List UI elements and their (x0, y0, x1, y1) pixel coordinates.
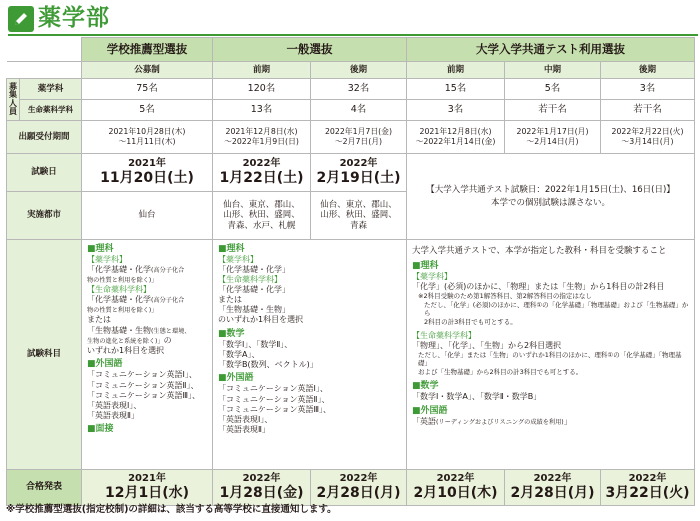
subject-item: 「化学」(必須)のほかに、「物理」または「生物」から1科目の計2科目 (412, 282, 665, 292)
subject-note: ※2科目受験のため第1解答科目、第2解答科目の指定はなし (418, 292, 592, 301)
exam-year: 2021年 (128, 157, 166, 169)
math-item: 「数学Ⅰ」、「数学Ⅱ」、 (218, 339, 293, 349)
english-item: 「英語表現Ⅰ」、 (87, 401, 142, 411)
col-general: 一般選抜 (213, 38, 407, 62)
period-end: 〜2月7日(月) (334, 137, 383, 146)
sub-ct-chuki: 中期 (505, 62, 601, 79)
announce-day: 12月1日(水) (104, 485, 190, 502)
exam-year: 2022年 (242, 157, 281, 169)
pharmacy-dept-tag: 【薬学科】 (218, 254, 258, 264)
subject-note: (生態と環境、 (151, 327, 191, 335)
subjects-label: 試験科目 (7, 240, 82, 470)
period-end: 〜3月14日(月) (621, 137, 674, 146)
col-common-test: 大学入学共通テスト利用選抜 (407, 38, 695, 62)
subjects-general (213, 240, 407, 470)
subject-item (87, 295, 207, 315)
subject-item: 「物理」、「化学」、「生物」から2科目選択 (412, 340, 562, 350)
english-list (218, 384, 401, 435)
quota-value: 3名 (601, 79, 695, 100)
common-test-intro: 大学入学共通テストで、本学が指定した教科・科目を受験すること (412, 246, 667, 256)
announce-day: 2月10日(木) (413, 485, 498, 502)
quota-value: 120名 (213, 79, 311, 100)
application-period (407, 121, 505, 154)
announce-date (82, 470, 213, 506)
math-heading: ■数学 (412, 381, 439, 392)
announce-year: 2022年 (436, 472, 475, 484)
period-start: 2022年1月7日(金) (324, 126, 393, 136)
city-line: 青森 (349, 220, 367, 231)
announce-day: 3月22日(火) (605, 485, 690, 502)
application-period (82, 121, 213, 154)
city-line: 仙台、東京、郡山、 (223, 199, 300, 210)
subject-note: ただし、「化学」(必須)のほかに、理科①の「化学基礎」「物理基礎」および「生物基礎」から (424, 300, 689, 318)
city-list (311, 192, 407, 240)
subjects-common-test (407, 240, 695, 470)
dept-life: 生命薬科学科 (20, 100, 82, 121)
subject-item: 「数学Ⅰ・数学A」、「数学Ⅱ・数学B」 (412, 392, 542, 402)
common-test-note (407, 154, 695, 240)
subject-note: ただし、「化学」または「生物」のいずれか1科目のほかに、理科①の「化学基礎」「物理基礎」 (418, 351, 682, 368)
subject-main: 「化学基礎・化学 (87, 264, 151, 274)
sub-koubo: 公募制 (82, 62, 213, 79)
subject-note: (高分子化合 (151, 296, 185, 304)
exam-date (311, 154, 407, 192)
announce-year: 2022年 (242, 472, 281, 484)
quota-row-pharmacy (7, 79, 695, 100)
announce-label: 合格発表 (7, 470, 82, 506)
application-period (213, 121, 311, 154)
english-item: 「コミュニケーション英語Ⅱ」、 (87, 380, 199, 390)
exam-day: 2月19日(土) (316, 170, 401, 187)
subject-note: 2科目の計3科目でも可とする。 (424, 317, 517, 326)
math-list (218, 340, 401, 371)
dept-pharmacy: 薬学科 (20, 79, 82, 100)
quota-label-text: 募集人員 (9, 81, 17, 116)
math-heading: ■数学 (218, 328, 245, 339)
english-item: 「英語表現Ⅱ」 (87, 411, 139, 421)
foreign-heading: ■外国語 (218, 373, 254, 384)
english-item: 「コミュニケーション英語Ⅲ」、 (87, 390, 201, 400)
announce-date (407, 470, 505, 506)
announce-year: 2022年 (533, 472, 572, 484)
exam-date-label: 試験日 (7, 154, 82, 192)
period-end: 〜2月14日(月) (526, 137, 579, 146)
no-individual-exam-note: 本学での個別試験は課さない。 (491, 197, 611, 208)
quota-label (7, 79, 20, 121)
announce-year: 2022年 (628, 472, 667, 484)
common-test-date-note: 【大学入学共通テスト試験日：2022年1月15日(土)、16日(日)】 (426, 184, 675, 195)
english-item: 「コミュニケーション英語Ⅱ」、 (218, 394, 330, 404)
interview-heading: ■面接 (87, 424, 114, 435)
application-period (505, 121, 601, 154)
pencil-icon (8, 6, 34, 32)
announce-date (311, 470, 407, 506)
exam-date (82, 154, 213, 192)
subject-note: (高分子化合 (151, 266, 185, 274)
city-line: 山形、秋田、盛岡、 (320, 210, 397, 221)
subject-item (87, 265, 207, 285)
page-header (4, 4, 696, 35)
quota-value: 5名 (505, 79, 601, 100)
math-item: 「数学A」、 (218, 349, 260, 359)
sub-zenki: 前期 (213, 62, 311, 79)
subject-note: および「生物基礎」から2科目の計3科目でも可とする。 (418, 367, 583, 376)
announce-date (505, 470, 601, 506)
subject-item: 「化学基礎・化学」 (218, 284, 290, 294)
quota-row-life (7, 100, 695, 121)
period-start: 2022年1月17日(月) (516, 126, 589, 136)
subject-note: (リーディングおよびリスニングの成績を利用) (436, 418, 564, 426)
subjects-row (7, 240, 695, 470)
subject-main: 「英語 (412, 416, 436, 426)
announce-day: 2月28日(月) (510, 485, 595, 502)
subject-end: の (163, 335, 172, 345)
subheader-row (7, 62, 695, 79)
life-dept-tag: 【生命薬科学科】 (412, 331, 476, 341)
cities-label: 実施都市 (7, 192, 82, 240)
col-school-rec: 学校推薦型選抜 (82, 38, 213, 62)
period-start: 2021年12月8日(水) (225, 126, 298, 136)
science-heading: ■理科 (87, 244, 114, 254)
exam-year: 2022年 (339, 157, 378, 169)
english-item: 「コミュニケーション英語Ⅰ」、 (87, 370, 197, 380)
application-period (311, 121, 407, 154)
sub-ct-zenki: 前期 (407, 62, 505, 79)
city-line: 山形、秋田、盛岡、 (223, 210, 300, 221)
quota-value: 32名 (311, 79, 407, 100)
announce-row (7, 470, 695, 506)
period-end: 〜2022年1月14日(金) (415, 137, 496, 146)
announce-year: 2022年 (339, 472, 378, 484)
or-text: または (87, 315, 111, 325)
life-dept-tag: 【生命薬科学科】 (87, 285, 151, 295)
english-item: 「英語表現Ⅱ」 (218, 425, 270, 435)
choose-text: のいずれか1科目を選択 (218, 315, 304, 325)
application-row (7, 121, 695, 154)
quota-value: 若干名 (505, 100, 601, 121)
subject-item (412, 417, 689, 427)
exam-day: 11月20日(土) (100, 170, 194, 187)
subject-note: 物の性質と利用を除く)」 (87, 307, 158, 315)
english-item: 「英語表現Ⅰ」、 (218, 414, 273, 424)
admission-table (6, 37, 695, 506)
english-list (87, 370, 207, 421)
quota-value: 15名 (407, 79, 505, 100)
city-list (213, 192, 311, 240)
city-line: 青森、水戸、札幌 (227, 220, 296, 231)
header-row (7, 38, 695, 62)
announce-day: 2月28日(月) (316, 485, 401, 502)
announce-day: 1月28日(金) (219, 485, 304, 502)
or-text: または (218, 294, 242, 304)
science-heading: ■理科 (412, 261, 439, 272)
quota-value: 5名 (82, 100, 213, 121)
announce-date (601, 470, 695, 506)
page-title: 薬学部 (38, 5, 110, 31)
subject-note: 物の性質と利用を除く)」 (87, 276, 158, 284)
quota-value: 若干名 (601, 100, 695, 121)
english-item: 「コミュニケーション英語Ⅲ」、 (218, 404, 332, 414)
announce-year: 2021年 (128, 472, 166, 484)
math-item: 「数学B(数列、ベクトル)」 (218, 360, 318, 370)
subject-item: 「化学基礎・化学」 (218, 264, 290, 274)
subject-item (87, 326, 207, 346)
subject-main: 「生物基礎・生物 (87, 325, 151, 335)
quota-value: 13名 (213, 100, 311, 121)
application-period (601, 121, 695, 154)
choose-text: いずれか1科目を選択 (87, 346, 165, 356)
announce-date (213, 470, 311, 506)
city-line: 仙台、東京、郡山、 (320, 199, 397, 210)
period-start: 2021年12月8日(水) (419, 126, 492, 136)
sub-kouki: 後期 (311, 62, 407, 79)
period-start: 2022年2月22日(火) (611, 126, 684, 136)
application-label: 出願受付期間 (7, 121, 82, 154)
period-end: 〜11月11日(木) (118, 137, 176, 146)
pharmacy-dept-tag: 【薬学科】 (87, 254, 127, 264)
exam-day: 1月22日(土) (219, 170, 304, 187)
foreign-heading: ■外国語 (87, 359, 123, 370)
foreign-heading: ■外国語 (412, 405, 448, 416)
english-item: 「コミュニケーション英語Ⅰ」、 (218, 384, 328, 394)
footnote: ※学校推薦型選抜(指定校制)の詳細は、該当する高等学校に直接通知します。 (6, 504, 337, 515)
period-start: 2021年10月28日(木) (108, 126, 186, 136)
quota-value: 4名 (311, 100, 407, 121)
science-heading: ■理科 (218, 244, 245, 254)
subject-end: 」 (563, 416, 572, 426)
exam-date-row (7, 154, 695, 192)
subject-main: 「化学基礎・化学 (87, 294, 151, 304)
city-list: 仙台 (82, 192, 213, 240)
subjects-school-rec (82, 240, 213, 470)
period-end: 〜2022年1月9日(日) (224, 137, 299, 146)
pharmacy-dept-tag: 【薬学科】 (412, 272, 452, 282)
title-divider (8, 34, 698, 36)
subject-item: 「生物基礎・生物」 (218, 305, 290, 315)
life-dept-tag: 【生命薬科学科】 (218, 274, 282, 284)
quota-value: 75名 (82, 79, 213, 100)
sub-ct-kouki: 後期 (601, 62, 695, 79)
quota-value: 3名 (407, 100, 505, 121)
exam-date (213, 154, 311, 192)
subject-note: 生物の進化と系統を除く)」 (87, 337, 164, 345)
